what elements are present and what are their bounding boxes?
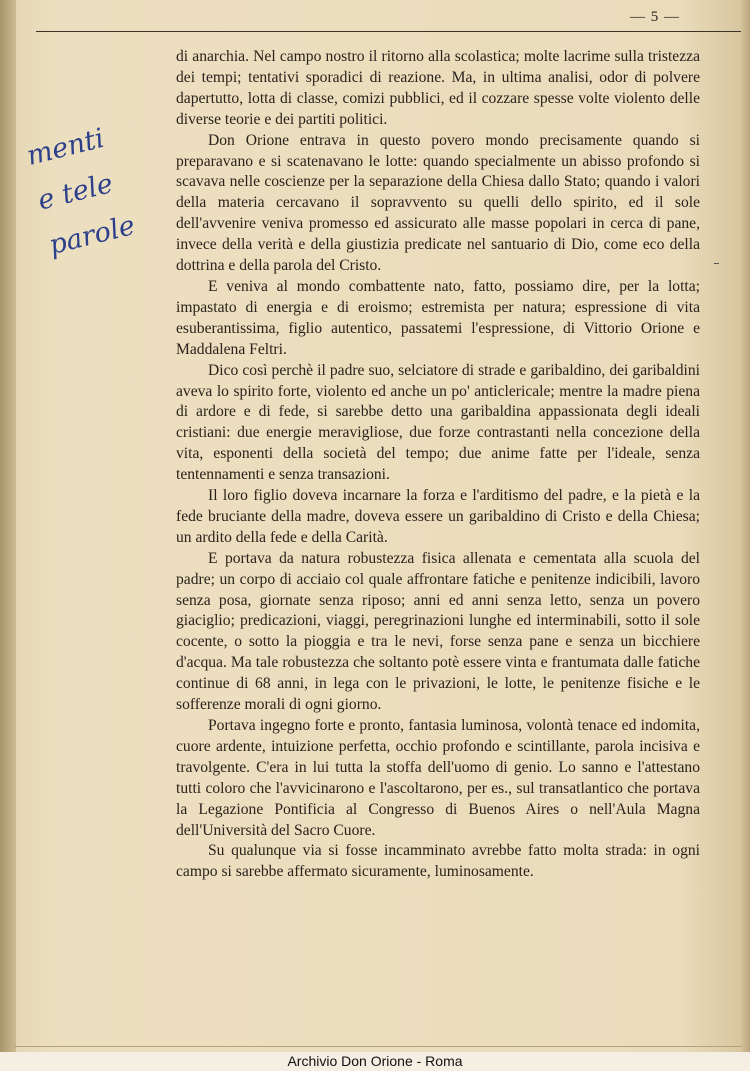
paragraph: di anarchia. Nel campo nostro il ritorno alla scolastica; molte lacrime sulla tristezza dei tempi; tentativi sporadici di reazione. Ma, in ultima analisi, odor di polvere dapertutto, lotta di classe, comizi pubblici, ed il cozzare spesse volte violento delle diverse teorie e dei partiti politici. (176, 48, 700, 128)
handwritten-margin-note (22, 106, 172, 269)
margin-note-line: menti (23, 122, 108, 172)
paragraph: Don Orione entrava in questo povero mondo precisamente quando si preparavano e si scatenavano le lotte: quando specialmente un abisso profondo si scavava nelle coscienze per la separazione della Chiesa dallo Stato; quando i valori della materia cercavano il sopravvento su quelli dello spirito, ed il sole dell'avvenire veniva promesso ed assicurato alle masse popolari in cerca di pane, invece della verità e della giustizia predicate nel santuario di Dio, come eco della dottrina e della parola del Cristo. (176, 131, 700, 275)
paragraph: E veniva al mondo combattente nato, fatto, possiamo dire, per la lotta; impastato di energia e di eroismo; estremista per natura; espressione di vita esuberantissima, figlio autentico, passatemi l'espressione, di Vittorio Orione e Maddalena Feltri. (176, 277, 700, 358)
page-binding-edge (0, 0, 16, 1071)
body-text (176, 47, 700, 883)
archive-footer: Archivio Don Orione - Roma (0, 1052, 750, 1071)
margin-mark (714, 263, 719, 264)
paragraph: E portava da natura robustezza fisica allenata e cementata alla scuola del padre; un corpo di acciaio col quale affrontare fatiche e penitenze indicibili, lavoro senza posa, giornate senza riposo; anni ed anni senza letto, senza un povero giaciglio; predicazioni, viaggi, peregrinazioni lunghe ed interminabili, sotto il sole cocente, o sotto la pioggia e tra le nevi, forse senza pane e senza un bicchiere d'acqua. Ma tale robustezza che soltanto potè essere vinta e frantumata dalle fatiche continue di 68 anni, in lega con le privazioni, le lotte, le penitenze fisiche e le sofferenze morali di ogni giorno. (176, 549, 700, 714)
bottom-rule (14, 1046, 742, 1047)
header-rule (36, 31, 741, 32)
paragraph: Su qualunque via si fosse incamminato avrebbe fatto molta strada: in ogni campo si sarebbe affermato sicuramente, luminosamente. (176, 842, 700, 881)
margin-note-line: parole (45, 209, 139, 262)
page-number: — 5 — (630, 9, 680, 25)
margin-note-line: e tele (34, 168, 117, 217)
paragraph: Dico così perchè il padre suo, selciatore di strade e garibaldino, dei garibaldini aveva lo spirito forte, violento ed anche un po' anticlericale; mentre la madre piena di ardore e di fede, si sarebbe detto una garibaldina appassionata degli ideali cristiani: due energie meravigliose, due forze contrastanti nella concezione della vita, esponenti della società del tempo; due anime fatte per l'ideale, senza tentennamenti e senza transazioni. (176, 361, 700, 484)
paragraph: Il loro figlio doveva incarnare la forza e l'arditismo del padre, e la pietà e la fede bruciante della madre, doveva essere un garibaldino di Cristo e della Chiesa; un ardito della fede e della Carità. (176, 487, 700, 546)
paragraph: Portava ingegno forte e pronto, fantasia luminosa, volontà tenace ed indomita, cuore ardente, intuizione perfetta, occhio profondo e scintillante, parola incisiva e travolgente. C'era in lui tutta la stoffa dell'uomo di genio. Lo sanno e l'attestano tutti coloro che l'avvicinarono e l'ascoltarono, per es., sul transatlantico che portava la Legazione Pontificia al Congresso di Buenos Aires o nell'Aula Magna dell'Università del Sacro Cuore. (176, 717, 700, 839)
